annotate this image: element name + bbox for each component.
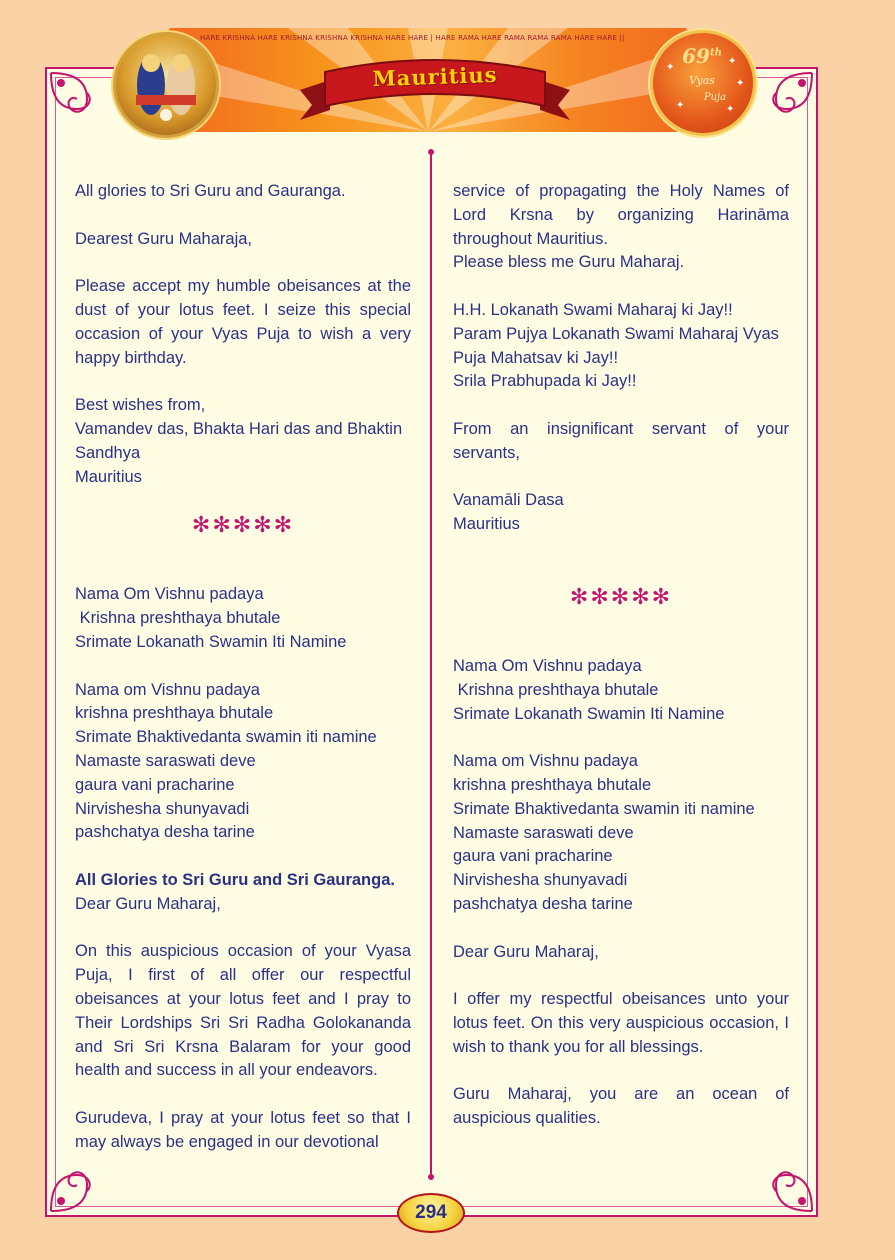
jay-line: Srila Prabhupada ki Jay!! (453, 372, 637, 391)
verse-line: Srimate Lokanath Swamin Iti Namine (75, 632, 347, 651)
divider-dot-icon (428, 1174, 434, 1180)
deity-image-icon (116, 35, 216, 135)
verse-line: Krishna preshthaya bhutale (453, 680, 659, 699)
verse-line: Namaste saraswati deve (75, 751, 256, 770)
paragraph: Please bless me Guru Maharaj. (453, 253, 685, 272)
paragraph: Guru Maharaj, you are an ocean of auspicious qualities. (453, 1085, 789, 1128)
verse-line: Nama om Vishnu padaya (75, 680, 260, 699)
greeting: All glories to Sri Guru and Gauranga. (75, 182, 346, 200)
signature-location: Mauritius (453, 515, 520, 534)
column-divider (430, 152, 432, 1177)
salutation: Dear Guru Maharaj, (75, 894, 221, 913)
verse-line: Nama om Vishnu padaya (453, 752, 638, 771)
verse-line: Srimate Bhaktivedanta swamin iti namine (453, 799, 755, 818)
verse-line: Srimate Lokanath Swamin Iti Namine (453, 704, 725, 723)
verse-line: Nama Om Vishnu padaya (453, 656, 642, 675)
salutation: Dear Guru Maharaj, (453, 942, 599, 961)
chant-line: HARE KRISHNA HARE KRISHNA KRISHNA KRISHNA HARE HARE | HARE RAMA HARE RAMA RAMA RAMA HARE HARE || (200, 34, 625, 42)
paragraph: service of propagating the Holy Names of Lord Krsna by organizing Harināma throughout Mauritius. (453, 182, 789, 248)
section-separator-stars: ✻✻✻✻✻ (569, 583, 673, 609)
verse-line: Namaste saraswati deve (453, 823, 634, 842)
jay-line: H.H. Lokanath Swami Maharaj ki Jay!! (453, 300, 733, 319)
paragraph: Gurudeva, I pray at your lotus feet so that I may always be engaged in our devotional (75, 1108, 411, 1151)
right-column (453, 180, 789, 1131)
verse-line: krishna preshthaya bhutale (75, 704, 274, 723)
verse-line: krishna preshthaya bhutale (453, 775, 652, 794)
left-column (75, 180, 411, 1154)
badge-word-puja: Puja (703, 92, 727, 103)
page-number: 294 (397, 1193, 465, 1233)
corner-ornament-icon (736, 1135, 816, 1215)
paragraph: I offer my respectful obeisances unto your lotus feet. On this very auspicious occasion, I wish to thank you for all blessings. (453, 990, 789, 1056)
deity-medallion (113, 32, 219, 138)
badge-number: 69th (682, 44, 722, 68)
verse-line: pashchatya desha tarine (75, 823, 255, 842)
badge-word-vyas: Vyas (689, 74, 715, 87)
signature-name: Vanamāli Dasa (453, 491, 564, 510)
divider-dot-icon (428, 149, 434, 155)
sparkle-icon: ✦ (726, 104, 735, 115)
verse-line: Srimate Bhaktivedanta swamin iti namine (75, 728, 377, 747)
signatories: Vamandev das, Bhakta Hari das and Bhaktin Sandhya (75, 419, 403, 462)
paragraph: Please accept my humble obeisances at the dust of your lotus feet. I seize this special occasion of your Vyas Puja to wish a very happy birthday. (75, 277, 411, 367)
verse-line: Nama Om Vishnu padaya (75, 585, 264, 604)
section-separator-stars: ✻✻✻✻✻ (191, 512, 295, 538)
sign-off: Best wishes from, (75, 396, 206, 415)
verse-line: Nirvishesha shunyavadi (453, 871, 628, 890)
sparkle-icon: ✦ (728, 56, 737, 67)
signature-location: Mauritius (75, 467, 142, 486)
sparkle-icon: ✦ (736, 78, 745, 89)
sparkle-icon: ✦ (666, 62, 675, 73)
verse-line: gaura vani pracharine (75, 775, 235, 794)
page-title: Mauritius (372, 61, 498, 92)
verse-line: Nirvishesha shunyavadi (75, 799, 250, 818)
verse-line: gaura vani pracharine (453, 847, 613, 866)
sign-off: From an insignificant servant of your servants, (453, 419, 789, 462)
verse-line: Krishna preshthaya bhutale (75, 609, 281, 628)
bold-heading: All Glories to Sri Guru and Sri Gauranga. (75, 870, 395, 889)
sparkle-icon: ✦ (676, 100, 685, 111)
verse-line: pashchatya desha tarine (453, 894, 633, 913)
paragraph: On this auspicious occasion of your Vyasa Puja, I first of all offer our respectful obeisances at your lotus feet and I pray to Their Lordships Sri Sri Radha Golokananda and Sri Sri Krsna Balaram for your good health and success in all your endeavors. (75, 942, 411, 1080)
jay-line: Param Pujya Lokanath Swami Maharaj Vyas Puja Mahatsav ki Jay!! (453, 324, 779, 367)
salutation: Dearest Guru Maharaja, (75, 229, 252, 248)
